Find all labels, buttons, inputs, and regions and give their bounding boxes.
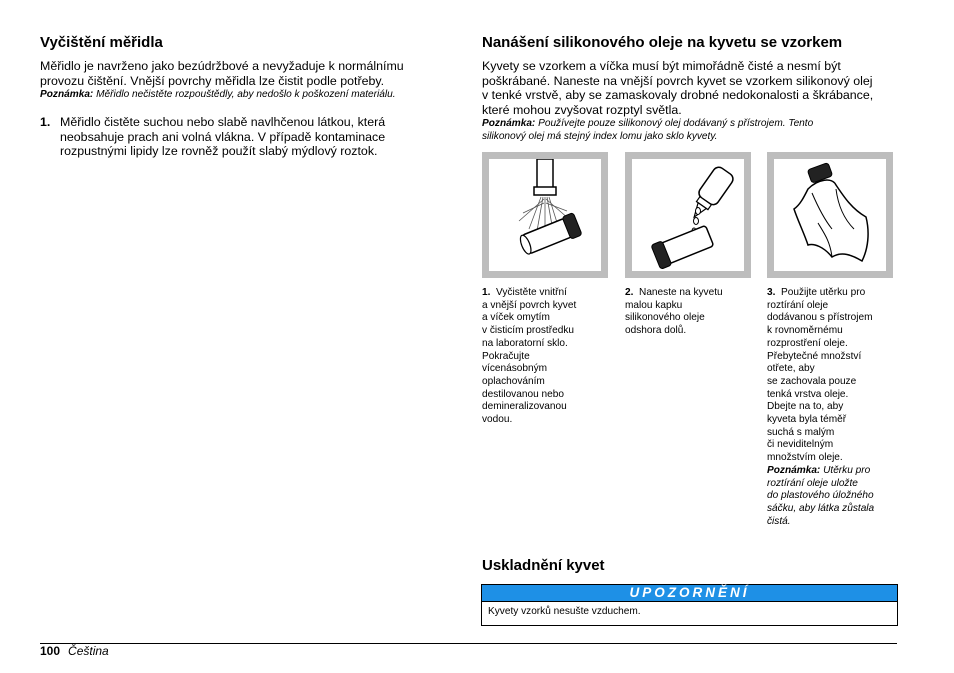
figure-cloth: [767, 152, 893, 278]
page-footer: [40, 644, 109, 658]
step-line: neobsahuje prach ani volná vlákna. V případě kontaminace: [60, 129, 386, 144]
caption-line: na laboratorní sklo.: [482, 337, 568, 349]
figure-caption-3: [767, 287, 887, 528]
note-line: do plastového úložného: [767, 490, 874, 502]
footer-divider: [40, 643, 897, 644]
caption-line: a víček omytím: [482, 312, 550, 324]
figure-number: 1.: [482, 287, 491, 298]
figure-caption-1: [482, 287, 602, 427]
section-heading-storage: Uskladnění kyvet: [482, 557, 605, 574]
caption-line: a vnější povrch kyvet: [482, 299, 577, 311]
note-line: roztírání oleje uložte: [767, 477, 858, 489]
section-heading-oil: Nanášení silikonového oleje na kyvetu se vzorkem: [482, 34, 843, 51]
step-number: 1.: [40, 115, 51, 129]
cleaning-intro: [40, 59, 404, 101]
caption-line: v čisticím prostředku: [482, 325, 574, 337]
footer-language: Čeština: [68, 644, 109, 658]
caption-line: silikonového oleje: [625, 312, 705, 324]
figure-number: 2.: [625, 287, 634, 298]
caption-line: Dbejte na to, aby: [767, 401, 844, 413]
step-line: Měřidlo čistěte suchou nebo slabě navlhčenou látkou, která: [60, 115, 386, 129]
note-text: Měřidlo nečistěte rozpouštědly, aby nedošlo k poškození materiálu.: [93, 89, 396, 100]
caption-line: tenká vrstva oleje.: [767, 388, 849, 400]
cleaning-note: [40, 88, 404, 101]
caption-line: dodávanou s přístrojem: [767, 312, 873, 324]
caption-line: vícenásobným: [482, 363, 548, 375]
caption-line: k rovnoměrnému: [767, 325, 843, 337]
caption-line: otřete, aby: [767, 363, 815, 375]
page-number: 100: [40, 644, 61, 658]
oil-note: [482, 117, 873, 143]
note-line: Používejte pouze silikonový olej dodávaný s přístrojem. Tento: [535, 118, 814, 129]
oil-dropper-icon: [632, 159, 744, 271]
caption-line: Použijte utěrku pro: [781, 287, 866, 298]
caption-line: Naneste na kyvetu: [639, 287, 723, 298]
cloth-wipe-icon: [774, 159, 886, 271]
note-label: Poznámka:: [767, 464, 821, 476]
caption-line: suchá s malým: [767, 426, 835, 438]
note-line: sáčku, aby látka zůstala: [767, 502, 875, 514]
intro-line: které mohou zvyšovat rozptyl světla.: [482, 102, 682, 117]
warning-title: UPOZORNĚNÍ: [482, 585, 897, 602]
caption-line: Pokračujte: [482, 350, 530, 362]
note-line: Utěrku pro: [820, 464, 871, 476]
warning-box: [481, 584, 898, 626]
note-label: Poznámka:: [40, 89, 94, 100]
note-label: Poznámka:: [482, 118, 536, 129]
caption-line: či neviditelným: [767, 439, 834, 451]
intro-line: poškrábané. Naneste na vnější povrch kyvet se vzorkem silikonový olej: [482, 73, 873, 88]
intro-line: provozu čištění. Vnější povrchy měřidla lze čistit podle potřeby.: [40, 73, 385, 88]
oil-intro: [482, 59, 873, 143]
caption-line: Přebytečné množství: [767, 350, 862, 362]
note-line: čistá.: [767, 515, 791, 527]
caption-line: se zachovala pouze: [767, 375, 857, 387]
intro-line: Kyvety se vzorkem a víčka musí být mimořádně čisté a nesmí být: [482, 59, 841, 73]
intro-line: Měřidlo je navrženo jako bezúdržbové a nevyžaduje k normálnímu: [40, 59, 404, 73]
figure-dropper: [625, 152, 751, 278]
caption-line: vodou.: [482, 414, 513, 426]
intro-line: v tenké vrstvě, aby se zamaskovaly drobné nedokonalosti a škrábance,: [482, 88, 874, 102]
caption-line: odshora dolů.: [625, 325, 687, 337]
faucet-rinse-icon: [489, 159, 601, 271]
caption-line: malou kapku: [625, 299, 683, 311]
caption-line: rozprostření oleje.: [767, 337, 848, 349]
caption-line: množstvím oleje.: [767, 452, 843, 464]
figure-number: 3.: [767, 287, 776, 298]
note-line: silikonový olej má stejný index lomu jako sklo kyvety.: [482, 131, 718, 142]
caption-line: oplachováním: [482, 375, 545, 387]
caption-line: Vyčistěte vnitřní: [496, 287, 567, 298]
caption-line: destilovanou nebo: [482, 388, 564, 400]
cleaning-step-1: [40, 115, 385, 159]
figure-rinse: [482, 152, 608, 278]
figure-caption-2: [625, 287, 745, 338]
caption-line: roztírání oleje: [767, 299, 829, 311]
caption-line: demineralizovanou: [482, 401, 567, 413]
caption-line: kyveta byla téměř: [767, 414, 847, 426]
step-line: rozpustnými lipidy lze rovněž použít slabý mýdlový roztok.: [60, 144, 378, 158]
section-heading-cleaning: Vyčištění měřidla: [40, 34, 163, 51]
warning-text: Kyvety vzorků nesušte vzduchem.: [488, 606, 641, 617]
